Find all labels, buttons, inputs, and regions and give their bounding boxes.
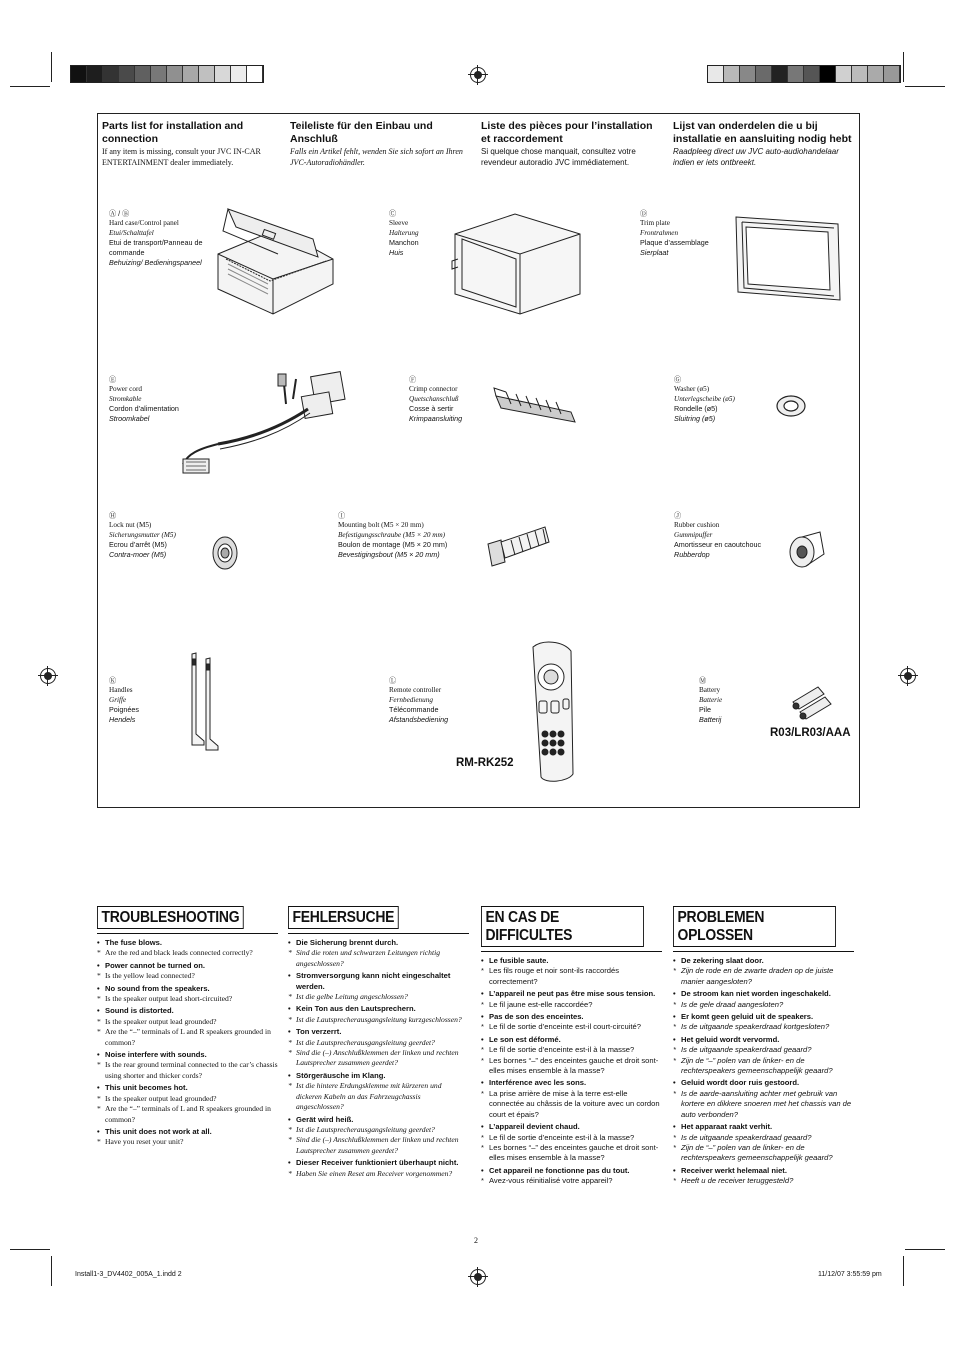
solution-item: * Les bornes “–” des enceintes gauche et droit sont-elles mises ensemble à la masse? bbox=[481, 1143, 662, 1164]
parts-title-en: Parts list for installation and connection bbox=[102, 120, 244, 145]
problem-item: • The fuse blows. bbox=[97, 938, 278, 948]
part-letter: Ⓛ bbox=[389, 676, 397, 685]
part-name-de: Fernbedienung bbox=[389, 695, 433, 704]
problem-item: • No sound from the speakers. bbox=[97, 984, 278, 994]
part-name-en: Sleeve bbox=[389, 218, 409, 227]
solution-item: * Ist die Lautsprecherausgangsleitung geerdet? bbox=[288, 1125, 469, 1135]
footer-timestamp: 11/12/07 3:55:59 pm bbox=[818, 1271, 882, 1278]
part-name-fr: Cordon d’alimentation bbox=[109, 404, 179, 414]
troubleshooting-list bbox=[97, 938, 278, 1148]
solution-item: * Heeft u de receiver teruggesteld? bbox=[673, 1176, 854, 1186]
problem-item: • Het geluid wordt vervormd. bbox=[673, 1035, 854, 1045]
troubleshooting-list bbox=[288, 938, 469, 1179]
solution-item: * Ist die gelbe Leitung angeschlossen? bbox=[288, 992, 469, 1002]
crimp-connector-illustration bbox=[491, 384, 581, 429]
solution-item: * Is the speaker output lead grounded? bbox=[97, 1094, 278, 1104]
parts-desc-de: Falls ein Artikel fehlt, wenden Sie sich sofort an Ihren JVC-Autoradiohändler. bbox=[290, 147, 463, 167]
problem-item: • De stroom kan niet worden ingeschakeld. bbox=[673, 989, 854, 999]
solution-item: * Are the “–” terminals of L and R speakers grounded in common? bbox=[97, 1027, 278, 1048]
problem-item: • Die Sicherung brennt durch. bbox=[288, 938, 469, 948]
problem-item: • Het apparaat raakt verhit. bbox=[673, 1122, 854, 1132]
part-name-de: Halterung bbox=[389, 228, 419, 237]
part-name-nl: Hendels bbox=[109, 715, 136, 725]
solution-item: * Haben Sie einen Reset am Receiver vorgenommen? bbox=[288, 1169, 469, 1179]
part-name-fr: Pile bbox=[699, 705, 711, 715]
divider bbox=[97, 933, 278, 934]
part-name-fr: Ecrou d’arrêt (M5) bbox=[109, 540, 167, 550]
page-number: 2 bbox=[474, 1236, 478, 1245]
part-name-nl: Krimpaansluiting bbox=[409, 414, 463, 424]
part-remote-controller bbox=[389, 676, 499, 725]
part-washer bbox=[674, 375, 784, 424]
solution-item: * Is the rear ground terminal connected to the car’s chassis using shorter and thicker cords? bbox=[97, 1060, 278, 1081]
solution-item: * Les bornes “–” des enceintes gauche et droit sont-elles mises ensemble à la masse? bbox=[481, 1056, 662, 1077]
part-name-nl: Stroomkabel bbox=[109, 414, 150, 424]
problem-item: • Gerät wird heiß. bbox=[288, 1115, 469, 1125]
part-name-nl: Contra-moer (M5) bbox=[109, 550, 167, 560]
troubleshooting-de bbox=[288, 906, 469, 1179]
part-name-fr: Télécommande bbox=[389, 705, 439, 715]
solution-item: * Zijn de rode en de zwarte draden op de juiste manier aangesloten? bbox=[673, 966, 854, 987]
lock-nut-illustration bbox=[210, 534, 240, 572]
part-name-de: Griffe bbox=[109, 695, 127, 704]
parts-header-fr bbox=[481, 120, 661, 168]
solution-item: * Is de uitgaande speakerdraad geaard? bbox=[673, 1133, 854, 1143]
part-name-fr: Etui de transport/Panneau de commande bbox=[109, 238, 203, 258]
battery-type-label: R03/LR03/AAA bbox=[770, 727, 851, 739]
problem-item: • L’appareil devient chaud. bbox=[481, 1122, 662, 1132]
registration-mark-top bbox=[470, 67, 486, 83]
problem-item: • Dieser Receiver funktioniert überhaupt nicht. bbox=[288, 1158, 469, 1168]
parts-list-box bbox=[97, 113, 860, 808]
problem-item: • Geluid wordt door ruis gestoord. bbox=[673, 1078, 854, 1088]
parts-title-nl: Lijst van onderdelen die u bij installatie en aansluiting nodig hebt bbox=[673, 120, 852, 145]
part-name-en: Rubber cushion bbox=[674, 520, 720, 529]
part-letter: Ⓓ bbox=[640, 209, 648, 218]
solution-item: * Sind die (–) Anschlußklemmen der linken und rechten Lautsprecher zusammen geerdet? bbox=[288, 1135, 469, 1156]
part-mounting-bolt bbox=[338, 511, 478, 560]
color-bar-left bbox=[70, 65, 264, 83]
part-name-de: Gummipuffer bbox=[674, 530, 713, 539]
registration-mark-bottom bbox=[470, 1269, 486, 1285]
part-rubber-cushion bbox=[674, 511, 794, 560]
part-name-nl: Afstandsbediening bbox=[389, 715, 449, 725]
part-name-de: Stromkable bbox=[109, 394, 142, 403]
part-letter: Ⓜ bbox=[699, 676, 707, 685]
part-name-fr: Plaque d’assemblage bbox=[640, 238, 709, 248]
problem-item: • This unit becomes hot. bbox=[97, 1083, 278, 1093]
problem-item: • Le son est déformé. bbox=[481, 1035, 662, 1045]
divider bbox=[288, 933, 469, 934]
problem-item: • Interférence avec les sons. bbox=[481, 1078, 662, 1088]
solution-item: * Is de gele draad aangesloten? bbox=[673, 1000, 854, 1010]
solution-item: * Is de uitgaande speakerdraad kortgesloten? bbox=[673, 1022, 854, 1032]
heading-fehlersuche: FEHLERSUCHE bbox=[288, 906, 399, 929]
parts-header-de bbox=[290, 120, 470, 168]
solution-item: * Ist die hintere Erdungsklemme mit kürzeren und dickeren Kabeln an das Fahrzeugchassis angeschlossen? bbox=[288, 1081, 469, 1112]
part-name-nl: Bevestigingsbout (M5 × 20 mm) bbox=[338, 550, 440, 560]
part-letter: Ⓗ bbox=[109, 511, 117, 520]
part-name-en: Hard case/Control panel bbox=[109, 218, 179, 227]
heading-problemen-oplossen: PROBLEMEN OPLOSSEN bbox=[673, 906, 836, 947]
problem-item: • Störgeräusche im Klang. bbox=[288, 1071, 469, 1081]
solution-item: * Are the red and black leads connected correctly? bbox=[97, 948, 278, 958]
parts-desc-nl: Raadpleeg direct uw JVC auto-audiohandelaar indien er iets ontbreekt. bbox=[673, 147, 839, 167]
part-name-en: Power cord bbox=[109, 384, 142, 393]
part-name-de: Etui/Schalttafel bbox=[109, 228, 154, 237]
part-letter: Ⓒ bbox=[389, 209, 397, 218]
parts-desc-en: If any item is missing, consult your JVC IN-CAR ENTERTAINMENT dealer immediately. bbox=[102, 147, 261, 167]
problem-item: • Receiver werkt helemaal niet. bbox=[673, 1166, 854, 1176]
troubleshooting-en bbox=[97, 906, 278, 1148]
divider bbox=[673, 951, 854, 952]
part-letter: Ⓔ bbox=[109, 375, 117, 384]
solution-item: * Avez-vous réinitialisé votre appareil? bbox=[481, 1176, 662, 1186]
rubber-cushion-illustration bbox=[786, 526, 828, 571]
part-name-fr: Boulon de montage (M5 × 20 mm) bbox=[338, 540, 448, 550]
divider bbox=[481, 951, 662, 952]
troubleshooting-list bbox=[481, 956, 662, 1187]
solution-item: * Le fil de sortie d’enceinte est-il à la masse? bbox=[481, 1045, 662, 1055]
part-name-de: Befestigungsschraube (M5 × 20 mm) bbox=[338, 530, 446, 539]
part-name-nl: Sluitring (ø5) bbox=[674, 414, 716, 424]
part-name-de: Unterlegscheibe (ø5) bbox=[674, 394, 735, 403]
part-name-de: Frontrahmen bbox=[640, 228, 679, 237]
sleeve-illustration bbox=[450, 209, 585, 314]
solution-item: * La prise arrière de mise à la terre est-elle connectée au châssis de la voiture avec un cordon court et épais? bbox=[481, 1089, 662, 1120]
solution-item: * Le fil de sortie d’enceinte est-il à la masse? bbox=[481, 1133, 662, 1143]
part-name-en: Trim plate bbox=[640, 218, 670, 227]
troubleshooting-nl bbox=[673, 906, 854, 1187]
problem-item: • Pas de son des enceintes. bbox=[481, 1012, 662, 1022]
battery-illustration bbox=[788, 682, 838, 722]
parts-title-de: Teileliste für den Einbau und Anschluß bbox=[290, 120, 433, 145]
part-letter: Ⓖ bbox=[674, 375, 682, 384]
part-name-en: Crimp connector bbox=[409, 384, 458, 393]
solution-item: * Le fil jaune est-elle raccordée? bbox=[481, 1000, 662, 1010]
part-letter: Ⓘ bbox=[338, 511, 346, 520]
heading-troubleshooting: TROUBLESHOOTING bbox=[97, 906, 244, 929]
solution-item: * Is de uitgaande speakerdraad geaard? bbox=[673, 1045, 854, 1055]
parts-desc-fr: Si quelque chose manquait, consultez votre revendeur autoradio JVC immédiatement. bbox=[481, 147, 636, 167]
solution-item: * Is the yellow lead connected? bbox=[97, 971, 278, 981]
solution-item: * Les fils rouge et noir sont-ils raccordés correctement? bbox=[481, 966, 662, 987]
problem-item: • Er komt geen geluid uit de speakers. bbox=[673, 1012, 854, 1022]
heading-en-cas-de-difficultes: EN CAS DE DIFFICULTES bbox=[481, 906, 644, 947]
part-name-en: Mounting bolt (M5 × 20 mm) bbox=[338, 520, 424, 529]
washer-illustration bbox=[775, 394, 807, 418]
part-name-fr: Poignées bbox=[109, 705, 139, 715]
problem-item: • L’appareil ne peut pas être mise sous tension. bbox=[481, 989, 662, 999]
solution-item: * Is de aarde-aansluiting achter met gebruik van kortere en dikkere snoeren met het chassis van de auto verbonden? bbox=[673, 1089, 854, 1120]
handles-illustration bbox=[186, 649, 226, 754]
part-name-nl: Batterij bbox=[699, 715, 722, 725]
solution-item: * Have you reset your unit? bbox=[97, 1137, 278, 1147]
registration-mark-right bbox=[900, 668, 916, 684]
remote-model-label: RM-RK252 bbox=[456, 757, 514, 769]
solution-item: * Zijn de “–” polen van de linker- en de rechterspeakers gemeenschappelijk geaard? bbox=[673, 1143, 854, 1164]
solution-item: * Ist die Lautsprecherausgangsleitung kurzgeschlossen? bbox=[288, 1015, 469, 1025]
part-letter: Ⓚ bbox=[109, 676, 117, 685]
part-name-fr: Manchon bbox=[389, 238, 419, 248]
part-name-nl: Rubberdop bbox=[674, 550, 710, 560]
problem-item: • Power cannot be turned on. bbox=[97, 961, 278, 971]
trim-plate-illustration bbox=[728, 212, 846, 307]
problem-item: • Le fusible saute. bbox=[481, 956, 662, 966]
part-name-nl: Huis bbox=[389, 248, 404, 258]
hard-case-illustration bbox=[208, 209, 348, 324]
part-name-en: Washer (ø5) bbox=[674, 384, 710, 393]
solution-item: * Ist die Lautsprecherausgangsleitung geerdet? bbox=[288, 1038, 469, 1048]
problem-item: • Cet appareil ne fonctionne pas du tout. bbox=[481, 1166, 662, 1176]
parts-header-en bbox=[102, 120, 282, 168]
part-name-en: Handles bbox=[109, 685, 133, 694]
part-hard-case-control-panel bbox=[109, 209, 219, 268]
remote-controller-illustration bbox=[523, 639, 578, 784]
color-bar-right bbox=[707, 65, 901, 83]
problem-item: • De zekering slaat door. bbox=[673, 956, 854, 966]
solution-item: * Is the speaker output lead grounded? bbox=[97, 1017, 278, 1027]
power-cord-illustration bbox=[178, 369, 358, 479]
solution-item: * Zijn de “–” polen van de linker- en de rechterspeakers gemeenschappelijk geaard? bbox=[673, 1056, 854, 1077]
problem-item: • Kein Ton aus den Lautsprechern. bbox=[288, 1004, 469, 1014]
solution-item: * Are the “–” terminals of L and R speakers grounded in common? bbox=[97, 1104, 278, 1125]
problem-item: • Stromversorgung kann nicht eingeschaltet werden. bbox=[288, 971, 469, 992]
part-letter: Ⓕ bbox=[409, 375, 417, 384]
solution-item: * Sind die (–) Anschlußklemmen der linken und rechten Lautsprecher zusammen geerdet? bbox=[288, 1048, 469, 1069]
part-letter: Ⓐ / Ⓑ bbox=[109, 209, 130, 218]
solution-item: * Is the speaker output lead short-circuited? bbox=[97, 994, 278, 1004]
problem-item: • Sound is distorted. bbox=[97, 1006, 278, 1016]
solution-item: * Le fil de sortie d’enceinte est-il court-circuité? bbox=[481, 1022, 662, 1032]
solution-item: * Sind die roten und schwarzen Leitungen richtig angeschlossen? bbox=[288, 948, 469, 969]
part-letter: Ⓙ bbox=[674, 511, 682, 520]
problem-item: • Ton verzerrt. bbox=[288, 1027, 469, 1037]
footer-file-name: Install1-3_DV4402_005A_1.indd 2 bbox=[75, 1271, 182, 1278]
part-name-de: Sicherungsmutter (M5) bbox=[109, 530, 176, 539]
parts-header-nl bbox=[673, 120, 853, 168]
part-lock-nut bbox=[109, 511, 219, 560]
troubleshooting-fr bbox=[481, 906, 662, 1187]
problem-item: • This unit does not work at all. bbox=[97, 1127, 278, 1137]
troubleshooting-list bbox=[673, 956, 854, 1187]
problem-item: • Noise interfere with sounds. bbox=[97, 1050, 278, 1060]
part-name-en: Remote controller bbox=[389, 685, 442, 694]
part-name-nl: Sierplaat bbox=[640, 248, 669, 258]
part-name-de: Batterie bbox=[699, 695, 723, 704]
part-name-fr: Rondelle (ø5) bbox=[674, 404, 718, 414]
part-name-nl: Behuizing/ Bedieningspaneel bbox=[109, 257, 202, 267]
part-name-en: Lock nut (M5) bbox=[109, 520, 152, 529]
registration-mark-left bbox=[40, 668, 56, 684]
parts-title-fr: Liste des pièces pour l’installation et raccordement bbox=[481, 120, 653, 145]
part-name-de: Quetschanschluß bbox=[409, 394, 459, 403]
part-name-en: Battery bbox=[699, 685, 721, 694]
mounting-bolt-illustration bbox=[483, 522, 553, 572]
part-name-fr: Cosse à sertir bbox=[409, 404, 454, 414]
part-name-fr: Amortisseur en caoutchouc bbox=[674, 540, 762, 550]
